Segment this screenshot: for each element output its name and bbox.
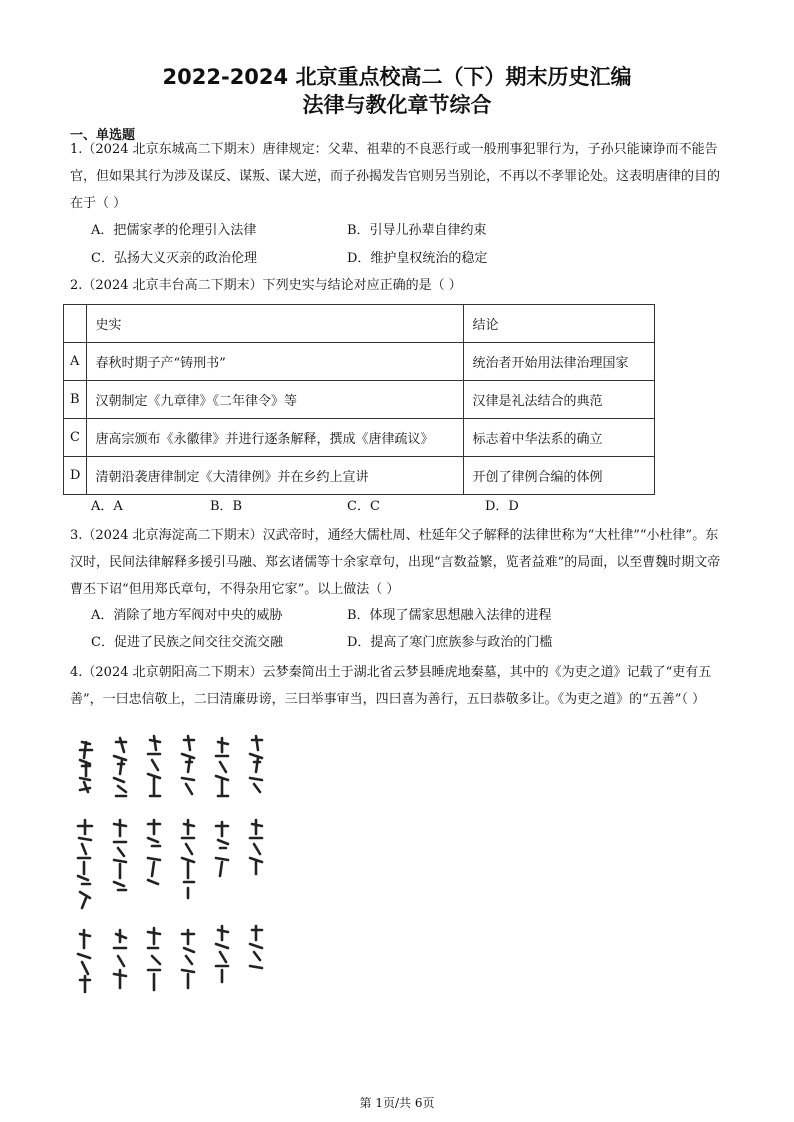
q3-option-d: D．提高了寒门庶族参与政治的门槛 xyxy=(347,635,553,650)
table-cell: 唐高宗颁布《永徽律》并进行逐条解释，撰成《唐律疏议》 xyxy=(87,419,464,457)
question-4-text: 4.（2024 北京朝阳高二下期末）云梦秦简出土于湖北省云梦县睡虎地秦墓，其中的《为吏之道》记载了“吏有五善”，一曰忠信敬上，二曰清廉毋谤，三曰举事审当，四曰喜为善行，五曰恭敬多让。《为吏之道》的“五善”（ ） xyxy=(70,665,712,707)
table-cell: 统治者开始用法律治理国家 xyxy=(464,343,655,381)
q1-option-a: A．把儒家孝的伦理引入法律 xyxy=(91,223,257,238)
table-cell: 清朝沿袭唐律制定《大清律例》并在乡约上宣讲 xyxy=(87,457,464,495)
table-row xyxy=(64,381,655,419)
table-cell: C xyxy=(64,419,87,457)
q1-option-b: B．引导儿孙辈自律约束 xyxy=(347,223,487,238)
table-header-cell: 结论 xyxy=(464,305,655,343)
table-cell: A xyxy=(64,343,87,381)
section-heading: 一、单选题 xyxy=(70,128,136,143)
table-header-cell: 史实 xyxy=(87,305,464,343)
question-2-text: 2.（2024 北京丰台高二下期末）下列史实与结论对应正确的是（ ） xyxy=(70,278,462,293)
question-3-text: 3.（2024 北京海淀高二下期末）汉武帝时，通经大儒杜周、杜延年父子解释的法律世称为“大杜律”“小杜律”。东汉时，民间法律解释多援引马融、郑玄诸儒等十余家章句，出现“言数益繁，览者益难”的局面，以至曹魏时期文帝曹丕下诏“但用郑氏章句，不得杂用它家”。以上做法（ ） xyxy=(70,528,721,597)
table-row xyxy=(64,419,655,457)
question-1-text: 1.（2024 北京东城高二下期末）唐律规定：父辈、祖辈的不良恶行或一般刑事犯罪行为，子孙只能谏诤而不能告官，但如果其行为涉及谋反、谋叛、谋大逆，而子孙揭发告官则另当别论，不再以不孝罪论处。这表明唐律的目的在于（ ） xyxy=(70,142,721,211)
q2-option-d: D．D xyxy=(485,499,519,514)
q2-option-c: C．C xyxy=(347,499,380,514)
q3-option-b: B．体现了儒家思想融入法律的进程 xyxy=(347,608,552,623)
q2-option-a: A．A xyxy=(91,499,123,514)
table-cell: 春秋时期子产“铸刑书” xyxy=(87,343,464,381)
table-cell: 标志着中华法系的确立 xyxy=(464,419,655,457)
page-subtitle: 法律与教化章节综合 xyxy=(302,93,492,117)
table-header-row xyxy=(64,305,655,343)
q3-option-c: C．促进了民族之间交往交流交融 xyxy=(91,635,283,650)
table-cell: 汉朝制定《九章律》《二年律令》等 xyxy=(87,381,464,419)
q3-option-a: A．消除了地方军阀对中央的威胁 xyxy=(91,608,283,623)
page-title: 2022-2024 北京重点校高二（下）期末历史汇编 xyxy=(162,65,632,89)
q2-option-b: B．B xyxy=(210,499,243,514)
bamboo-slip-rubbing-image xyxy=(68,734,280,1002)
table-cell: D xyxy=(64,457,87,495)
table-cell: B xyxy=(64,381,87,419)
q2-table xyxy=(63,304,655,495)
table-cell: 开创了律例合编的体例 xyxy=(464,457,655,495)
q1-option-c: C．弘扬大义灭亲的政治伦理 xyxy=(91,251,257,266)
page-footer: 第 1页/共 6页 xyxy=(359,1096,435,1110)
table-cell: 汉律是礼法结合的典范 xyxy=(464,381,655,419)
q1-option-d: D．维护皇权统治的稳定 xyxy=(347,251,488,266)
table-row xyxy=(64,457,655,495)
table-header-cell xyxy=(64,305,87,343)
table-row xyxy=(64,343,655,381)
